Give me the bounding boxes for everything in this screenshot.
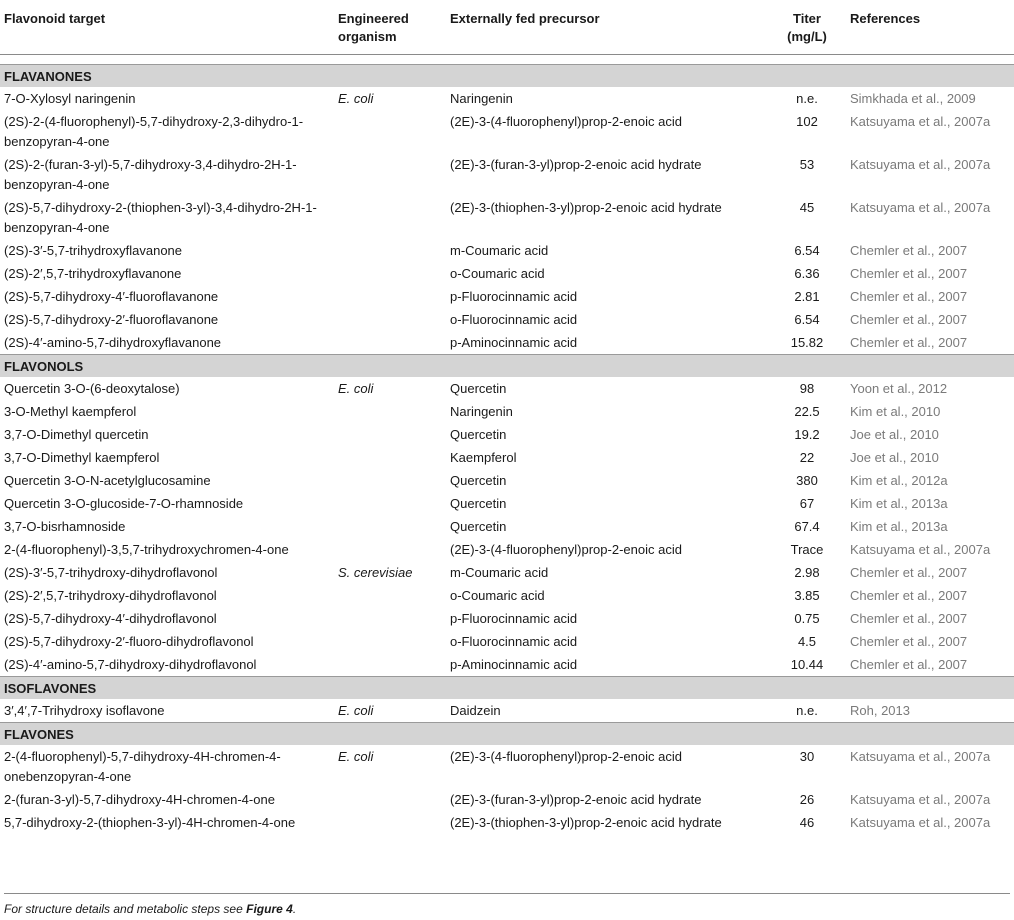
cell-precursor: (2E)-3-(4-fluorophenyl)prop-2-enoic acid (450, 542, 682, 557)
table-row (0, 285, 1014, 308)
cell-organism (334, 110, 446, 153)
cell-precursor: (2E)-3-(4-fluorophenyl)prop-2-enoic acid (450, 749, 682, 764)
header-references: References (846, 0, 1014, 54)
cell-titer: 19.2 (794, 427, 820, 442)
table-row (0, 653, 1014, 676)
cell-target: 3-O-Methyl kaempferol (4, 404, 137, 419)
cell-target: (2S)-3′-5,7-trihydroxy-dihydroflavonol (4, 565, 218, 580)
cell-titer: 15.82 (790, 335, 824, 350)
section-row-flavanones (0, 64, 1014, 87)
cell-titer: n.e. (796, 91, 818, 106)
header-organism-line1: Engineered (338, 11, 409, 26)
cell-organism (334, 515, 446, 538)
cell-reference: Chemler et al., 2007 (850, 611, 968, 626)
header-organism-line2: organism (338, 29, 397, 44)
cell-reference: Chemler et al., 2007 (850, 266, 968, 281)
header-row (0, 0, 1014, 54)
cell-organism (334, 262, 446, 285)
table-row (0, 469, 1014, 492)
cell-titer: Trace (790, 542, 824, 557)
header-target: Flavonoid target (0, 0, 334, 54)
cell-precursor: (2E)-3-(furan-3-yl)prop-2-enoic acid hydrate (450, 792, 702, 807)
footnote (4, 893, 1010, 916)
section-label: FLAVANONES (0, 64, 1014, 87)
header-organism (334, 0, 446, 54)
cell-target: 3′,4′,7-Trihydroxy isoflavone (4, 703, 165, 718)
table-row (0, 607, 1014, 630)
figure-link[interactable]: Figure 4 (246, 902, 293, 916)
cell-reference: Simkhada et al., 2009 (850, 91, 976, 106)
cell-precursor: m-Coumaric acid (450, 243, 549, 258)
cell-titer: n.e. (796, 703, 818, 718)
cell-organism: E. coli (338, 703, 374, 718)
cell-titer: 45 (799, 200, 815, 215)
table-row (0, 584, 1014, 607)
table-row (0, 630, 1014, 653)
table-row (0, 745, 1014, 788)
table-row (0, 515, 1014, 538)
cell-precursor: Quercetin (450, 473, 507, 488)
cell-titer: 10.44 (790, 657, 824, 672)
cell-titer: 3.85 (794, 588, 820, 603)
cell-titer: 380 (796, 473, 818, 488)
cell-precursor: Quercetin (450, 519, 507, 534)
header-titer-line1: Titer (793, 11, 821, 26)
cell-reference: Chemler et al., 2007 (850, 243, 968, 258)
cell-titer: 98 (799, 381, 815, 396)
cell-organism (334, 285, 446, 308)
cell-organism (334, 331, 446, 354)
cell-reference: Yoon et al., 2012 (850, 381, 948, 396)
cell-precursor: Quercetin (450, 381, 507, 396)
table-row (0, 492, 1014, 515)
cell-organism (334, 308, 446, 331)
cell-reference: Chemler et al., 2007 (850, 634, 968, 649)
cell-organism: S. cerevisiae (338, 565, 413, 580)
cell-organism: E. coli (338, 381, 374, 396)
cell-precursor: Daidzein (450, 703, 501, 718)
section-row-isoflavones (0, 676, 1014, 699)
cell-precursor: (2E)-3-(thiophen-3-yl)prop-2-enoic acid hydrate (450, 815, 722, 830)
cell-reference: Kim et al., 2012a (850, 473, 948, 488)
cell-reference: Katsuyama et al., 2007a (850, 815, 991, 830)
cell-organism (334, 811, 446, 834)
spacer-row (0, 54, 1014, 64)
cell-target: (2S)-2′,5,7-trihydroxyflavanone (4, 266, 182, 281)
cell-titer: 22.5 (794, 404, 820, 419)
table-row (0, 87, 1014, 110)
section-row-flavones (0, 722, 1014, 745)
cell-precursor: Naringenin (450, 91, 513, 106)
cell-organism (334, 538, 446, 561)
cell-precursor: Quercetin (450, 427, 507, 442)
cell-target: 2-(4-fluorophenyl)-3,5,7-trihydroxychromen-4-one (4, 542, 289, 557)
cell-titer: 26 (799, 792, 815, 807)
cell-reference: Joe et al., 2010 (850, 427, 939, 442)
cell-organism (334, 239, 446, 262)
cell-titer: 46 (799, 815, 815, 830)
cell-reference: Katsuyama et al., 2007a (850, 792, 991, 807)
cell-titer: 22 (799, 450, 815, 465)
table-row (0, 811, 1014, 834)
cell-precursor: Quercetin (450, 496, 507, 511)
cell-target: 7-O-Xylosyl naringenin (4, 91, 136, 106)
cell-target: 3,7-O-bisrhamnoside (4, 519, 126, 534)
cell-target: Quercetin 3-O-glucoside-7-O-rhamnoside (4, 496, 244, 511)
table-row (0, 331, 1014, 354)
cell-reference: Joe et al., 2010 (850, 450, 939, 465)
cell-target: (2S)-4′-amino-5,7-dihydroxyflavanone (4, 335, 222, 350)
cell-organism (334, 446, 446, 469)
cell-precursor: (2E)-3-(thiophen-3-yl)prop-2-enoic acid hydrate (450, 200, 722, 215)
cell-reference: Katsuyama et al., 2007a (850, 749, 991, 764)
cell-organism (334, 153, 446, 196)
cell-precursor: o-Fluorocinnamic acid (450, 312, 578, 327)
cell-target: (2S)-2′,5,7-trihydroxy-dihydroflavonol (4, 588, 217, 603)
cell-target: (2S)-2-(furan-3-yl)-5,7-dihydroxy-3,4-dihydro-2H-1-benzopyran-4-one (4, 157, 297, 192)
cell-precursor: Naringenin (450, 404, 513, 419)
cell-precursor: p-Fluorocinnamic acid (450, 611, 578, 626)
cell-target: (2S)-5,7-dihydroxy-2-(thiophen-3-yl)-3,4-dihydro-2H-1-benzopyran-4-one (4, 200, 317, 235)
cell-precursor: p-Aminocinnamic acid (450, 657, 578, 672)
cell-reference: Katsuyama et al., 2007a (850, 542, 991, 557)
table-row (0, 538, 1014, 561)
cell-organism (334, 423, 446, 446)
cell-target: (2S)-5,7-dihydroxy-4′-fluoroflavanone (4, 289, 219, 304)
cell-target: (2S)-2-(4-fluorophenyl)-5,7-dihydroxy-2,3-dihydro-1-benzopyran-4-one (4, 114, 304, 149)
cell-target: Quercetin 3-O-N-acetylglucosamine (4, 473, 211, 488)
cell-precursor: (2E)-3-(4-fluorophenyl)prop-2-enoic acid (450, 114, 682, 129)
cell-precursor: m-Coumaric acid (450, 565, 549, 580)
cell-precursor: p-Aminocinnamic acid (450, 335, 578, 350)
cell-reference: Kim et al., 2010 (850, 404, 941, 419)
table-row (0, 446, 1014, 469)
table-row (0, 262, 1014, 285)
cell-reference: Chemler et al., 2007 (850, 289, 968, 304)
section-label: ISOFLAVONES (0, 676, 1014, 699)
cell-titer: 102 (796, 114, 818, 129)
cell-titer: 6.54 (794, 243, 820, 258)
cell-precursor: p-Fluorocinnamic acid (450, 289, 578, 304)
cell-organism: E. coli (338, 91, 374, 106)
cell-organism (334, 584, 446, 607)
cell-titer: 4.5 (797, 634, 817, 649)
table-row (0, 110, 1014, 153)
section-row-flavonols (0, 354, 1014, 377)
cell-reference: Chemler et al., 2007 (850, 335, 968, 350)
cell-titer: 67.4 (794, 519, 820, 534)
cell-titer: 0.75 (794, 611, 820, 626)
cell-precursor: o-Coumaric acid (450, 266, 545, 281)
cell-reference: Chemler et al., 2007 (850, 657, 968, 672)
table-row (0, 561, 1014, 584)
cell-target: (2S)-5,7-dihydroxy-4′-dihydroflavonol (4, 611, 217, 626)
cell-target: 3,7-O-Dimethyl quercetin (4, 427, 149, 442)
cell-reference: Katsuyama et al., 2007a (850, 157, 991, 172)
cell-organism (334, 630, 446, 653)
cell-organism (334, 469, 446, 492)
table-row (0, 239, 1014, 262)
section-label: FLAVONOLS (0, 354, 1014, 377)
footnote-end: . (292, 902, 297, 916)
cell-titer: 2.98 (794, 565, 820, 580)
cell-reference: Chemler et al., 2007 (850, 565, 968, 580)
table-body (0, 54, 1014, 834)
header-titer (768, 0, 846, 54)
cell-organism (334, 492, 446, 515)
cell-target: (2S)-4′-amino-5,7-dihydroxy-dihydroflavonol (4, 657, 257, 672)
cell-precursor: o-Coumaric acid (450, 588, 545, 603)
cell-titer: 6.54 (794, 312, 820, 327)
cell-organism (334, 400, 446, 423)
cell-titer: 30 (799, 749, 815, 764)
cell-titer: 2.81 (794, 289, 820, 304)
cell-reference: Chemler et al., 2007 (850, 312, 968, 327)
table-row (0, 308, 1014, 331)
cell-reference: Roh, 2013 (850, 703, 910, 718)
table-row (0, 377, 1014, 400)
cell-reference: Katsuyama et al., 2007a (850, 200, 991, 215)
cell-precursor: (2E)-3-(furan-3-yl)prop-2-enoic acid hydrate (450, 157, 702, 172)
cell-organism (334, 196, 446, 239)
cell-target: 2-(4-fluorophenyl)-5,7-dihydroxy-4H-chromen-4-onebenzopyran-4-one (4, 749, 281, 784)
header-titer-line2: (mg/L) (787, 29, 827, 44)
cell-organism: E. coli (338, 749, 374, 764)
cell-target: (2S)-5,7-dihydroxy-2′-fluoro-dihydroflavonol (4, 634, 254, 649)
cell-target: Quercetin 3-O-(6-deoxytalose) (4, 381, 180, 396)
cell-titer: 53 (799, 157, 815, 172)
cell-reference: Chemler et al., 2007 (850, 588, 968, 603)
cell-target: 3,7-O-Dimethyl kaempferol (4, 450, 160, 465)
table-row (0, 699, 1014, 722)
cell-titer: 6.36 (794, 266, 820, 281)
cell-target: 2-(furan-3-yl)-5,7-dihydroxy-4H-chromen-4-one (4, 792, 275, 807)
cell-reference: Kim et al., 2013a (850, 519, 948, 534)
cell-reference: Katsuyama et al., 2007a (850, 114, 991, 129)
table-row (0, 153, 1014, 196)
cell-target: (2S)-5,7-dihydroxy-2′-fluoroflavanone (4, 312, 219, 327)
cell-precursor: Kaempferol (450, 450, 517, 465)
cell-reference: Kim et al., 2013a (850, 496, 948, 511)
cell-organism (334, 607, 446, 630)
cell-organism (334, 653, 446, 676)
cell-precursor: o-Fluorocinnamic acid (450, 634, 578, 649)
footnote-text: For structure details and metabolic steps see (4, 902, 247, 916)
header-precursor: Externally fed precursor (446, 0, 768, 54)
table-row (0, 400, 1014, 423)
cell-titer: 67 (799, 496, 815, 511)
cell-target: 5,7-dihydroxy-2-(thiophen-3-yl)-4H-chromen-4-one (4, 815, 296, 830)
table-row (0, 423, 1014, 446)
section-label: FLAVONES (0, 722, 1014, 745)
cell-organism (334, 788, 446, 811)
cell-target: (2S)-3′-5,7-trihydroxyflavanone (4, 243, 183, 258)
table-row (0, 788, 1014, 811)
table-row (0, 196, 1014, 239)
